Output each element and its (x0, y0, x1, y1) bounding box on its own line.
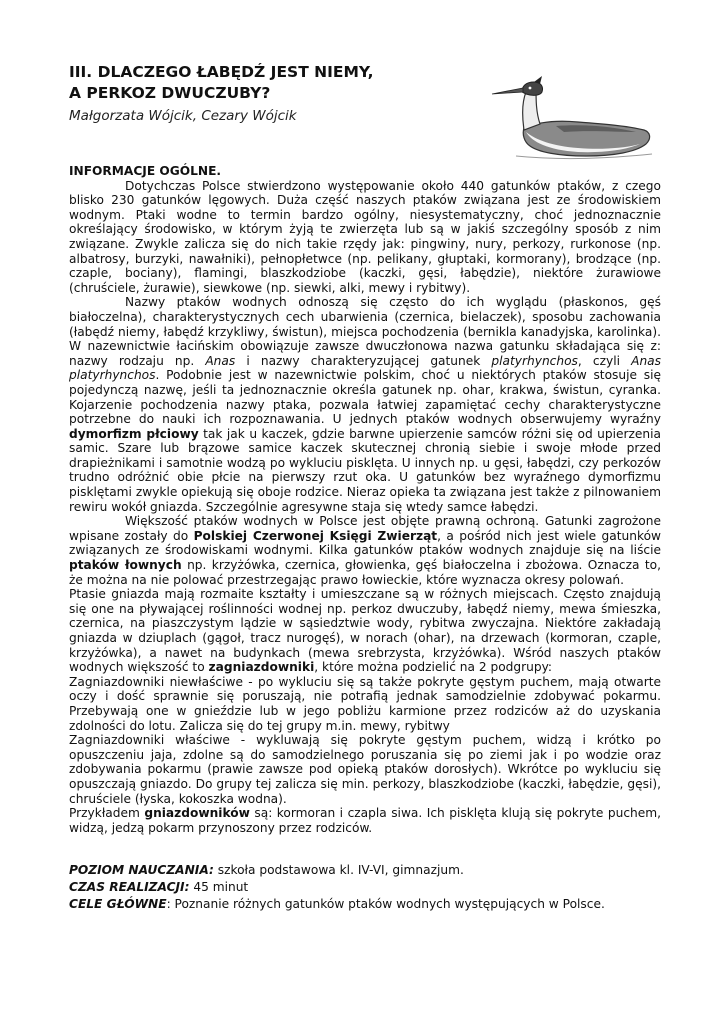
paragraph-intro: Dotychczas Polsce stwierdzono występowanie około 440 gatunków ptaków, z czego blisko 230 gatunków lęgowych. Duża część naszych ptaków związana jest ze środowiskiem wodnym. Ptaki wodne to termin bardzo ogólny, niesystematyczny, choć jednoznacznie określający środowisko, w którym żyją te zwierzęta lub są w jakiś szczególny sposób z nim związane. Zwykle zalicza się do nich takie rzędy jak: pingwiny, nury, perkozy, rurkonose (np. albatrosy, burzyki, nawałniki), pełnopłetwce (np. pelikany, głuptaki, kormorany), brodzące (np. czaple, bociany), flamingi, blaszkodziobe (kaczki, gęsi, łabędzie), niektóre żurawiowe (chruściele, żurawie), siewkowe (np. siewki, alki, mewy i rybitwy). (69, 178, 661, 295)
meta-level (69, 862, 661, 879)
text-span: , czyli (577, 353, 620, 368)
meta-time (69, 879, 661, 896)
paragraph-nidifugous-improper: Zagniazdowniki niewłaściwe - po wykluciu się są także pokryte gęstym puchem, mają otwarte oczy i dość sprawnie się poruszają, nie potrafią jednak samodzielnie zdobywać pokarmu. Przebywają one w gnieździe lub w jego pobliżu karmione przez rodziców aż do uzyskania zdolności do lotu. Zalicza się do tej grupy m.in. mewy, rybitwy (69, 674, 661, 733)
text-span: Ptasie gniazda mają rozmaite kształty i umieszczane są w różnych miejscach. Często znajdują się one na pływającej roślinności wodnej np. perkoz dwuczuby, łabędź niemy, mewa śmieszka, czernica, na piaszczystym lądzie w sąsiedztwie wody, rybitwa zwyczajna. Niektóre zakładają gniazda w dziuplach (gągoł, tracz nurogęś), w norach (ohar), na drzewach (kormoran, czaple, krzyżówka), a nawet na budynkach (mewa srebrzysta, krzyżówka). Wśród naszych ptaków wodnych większość to (69, 587, 661, 675)
text-span: . Podobnie jest w nazewnictwie polskim, choć u niektórych ptaków stosuje się pojedynczą nazwę, jeśli ta jednoznacznie określa gatunek np. ohar, krakwa, świstun, cyranka. Kojarzenie pochodzenia nazwy ptaka, pozwala łatwiej zapamiętać cechy charakterystyczne potrzebne do nauki ich rozpoznawania. U jednych ptaków wodnych obserwujemy wyraźny (69, 368, 661, 427)
meta-level-label: POZIOM NAUCZANIA: (69, 863, 214, 877)
meta-level-value: szkoła podstawowa kl. IV-VI, gimnazjum. (217, 863, 464, 877)
text-span: Nazwy ptaków wodnych odnoszą się często do ich wyglądu (płaskonos, gęś białoczelna), charakterystycznych cech ubarwienia (czernica, bielaczek), sposobu zachowania (łabędź niemy, łabędź krzykliwy, świstun), miejsca pochodzenia (bernikla kanadyjska, karolinka). W nazewnictwie łacińskim obowiązuje zawsze dwuczłonowa nazwa gatunku składająca się z: nazwy rodzaju np. (69, 295, 661, 368)
meta-goals-label: CELE GŁÓWNE (69, 897, 167, 911)
paragraph-names (69, 295, 661, 514)
meta-time-value: 45 minut (193, 880, 249, 894)
paragraph-nidifugous-proper: Zagniazdowniki właściwe - wykluwają się pokryte gęstym puchem, widzą i krótko po opuszczeniu jaja, zdolne są do samodzielnego poruszania się po ziemi jak i po wodzie oraz zdobywania pokarmu (prawie zawsze pod opieką ptaków dorosłych). Wkrótce po wykluciu się opuszczają gniazdo. Do grupy tej zalicza się min. perkozy, blaszkodziobe (kaczki, łabędzie, gęsi), chruściele (łyska, kokoszka wodna). (69, 733, 661, 806)
latin-name: platyrhynchos (491, 353, 578, 368)
bold-term: zagniazdowniki (208, 660, 315, 675)
section-heading: INFORMACJE OGÓLNE. (69, 164, 222, 178)
paragraph-nidicolous (69, 806, 661, 835)
meta-goals-value: : Poznanie różnych gatunków ptaków wodnych występujących w Polsce. (166, 897, 605, 911)
meta-time-label: CZAS REALIZACJI: (69, 880, 190, 894)
text-span: , które można podzielić na 2 podgrupy: (314, 660, 553, 675)
meta-goals (69, 896, 661, 913)
title-line-1: III. DLACZEGO ŁABĘDŹ JEST NIEMY, (69, 63, 374, 81)
bold-term: ptaków łownych (69, 558, 182, 573)
latin-name: Anas platyrhynchos (69, 353, 661, 383)
bold-term: gniazdowników (144, 806, 250, 821)
bold-term: Polskiej Czerwonej Księgi Zwierząt (193, 528, 438, 543)
lesson-meta (69, 862, 661, 913)
title-line-2: A PERKOZ DWUCZUBY? (69, 84, 271, 102)
text-span: np. krzyżówka, czernica, głowienka, gęś białoczelna i zbożowa. Oznacza to, że można na nie polować przestrzegając prawo łowieckie, które wyznacza okresy polowań. (69, 558, 662, 587)
text-span: i nazwy charakteryzującej gatunek (246, 353, 481, 368)
bold-term: dymorfizm płciowy (69, 426, 199, 441)
text-span: tak jak u kaczek, gdzie barwne upierzenie samców różni się od upierzenia samic. Szare lub brązowe samice kaczek skutecznej chronią siebie i swoje młode przed drapieżnikami i samotnie wodzą po wykluciu pisklęta. U innych np. u gęsi, łabędzi, czy perkozów trudno odróżnić obie płcie na pierwszy rzut oka. U gatunków bez wyraźnego dymorfizmu pisklętami zwykle opiekują się oboje rodzice. Nieraz opieka ta związana jest także z pilnowaniem rewiru wokół gniazda. Szczególnie agresywne staja się wtedy samce łabędzi. (69, 426, 661, 514)
text-span: Przykładem (69, 806, 140, 821)
authors: Małgorzata Wójcik, Cezary Wójcik (69, 108, 297, 124)
text-span: , a pośród nich jest wiele gatunków związanych ze środowiskami wodnymi. Kilka gatunków ptaków wodnych znajduje się na liście (69, 528, 662, 558)
main-content (69, 164, 661, 835)
text-span: są: kormoran i czapla siwa. Ich pisklęta klują się pokryte puchem, widzą, jedzą pokarm przynoszony przez rodziców. (69, 806, 662, 835)
document-title (69, 62, 469, 104)
text-span: Większość ptaków wodnych w Polsce jest objęte prawną ochroną. Gatunki zagrożone wpisane zostały do (69, 514, 661, 543)
grebe-icon (486, 66, 654, 162)
paragraph-nests (69, 587, 661, 675)
paragraph-protection (69, 514, 661, 587)
latin-name: Anas (205, 353, 236, 368)
